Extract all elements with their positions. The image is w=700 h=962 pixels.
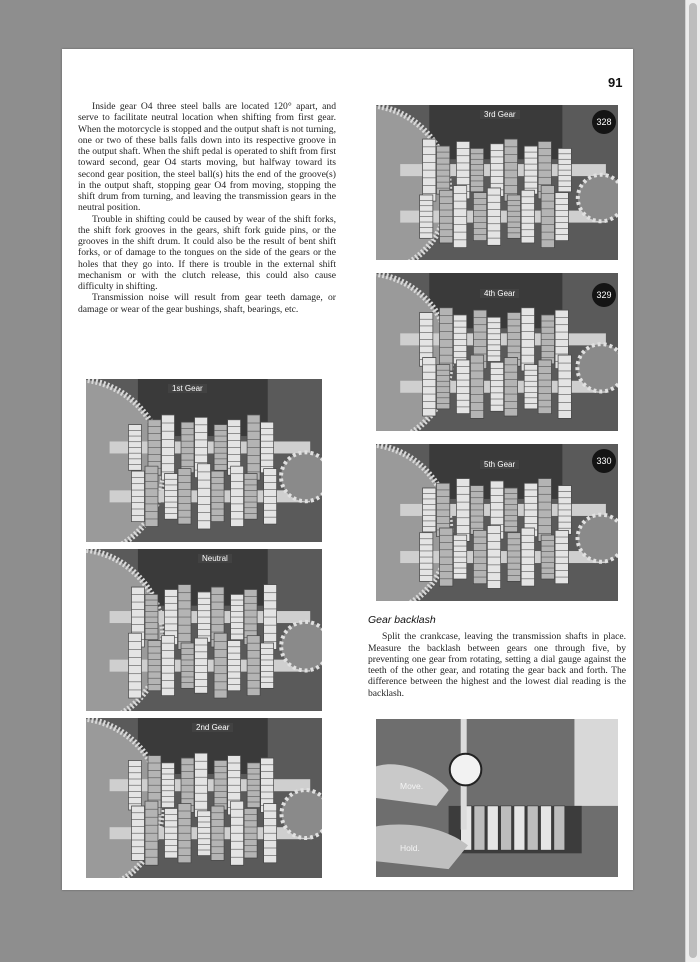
gear-illustration (86, 379, 322, 542)
backlash-section (368, 615, 626, 699)
gear-illustration (86, 549, 322, 711)
photo-neutral (86, 549, 322, 711)
photo-first-gear (86, 379, 322, 542)
intro-text (78, 101, 336, 315)
figure-badge-328: 328 (592, 110, 616, 134)
paragraph-neutral-location: Inside gear O4 three steel balls are located 120° apart, and serve to facilitate neutral location when shifting from first gear. When the motorcycle is stopped and the output shaft is not turning, one or two of these balls falls down into its respective groove in the output shaft. When the shift pedal is operated to shift from first toward second, gear O4 starts moving, but halfway toward its second gear position, the steel ball(s) hits the end of the groove(s) in the output shaft, stopping gear O4 from moving, stopping the shift drum from turning, and leaving the transmission gears in the neutral position. (78, 101, 336, 214)
photo-third-gear (376, 105, 618, 260)
caption-second-gear: 2nd Gear (192, 723, 233, 732)
paragraph-transmission-noise: Transmission noise will result from gear teeth damage, or damage or wear of the gear bushings, shaft, bearings, etc. (78, 292, 336, 315)
photo-fifth-gear (376, 444, 618, 601)
photo-fourth-gear (376, 273, 618, 431)
gear-illustration (86, 718, 322, 878)
vertical-scrollbar[interactable] (685, 0, 700, 962)
caption-fourth-gear: 4th Gear (480, 289, 519, 298)
figure-badge-330: 330 (592, 449, 616, 473)
figure-badge-329: 329 (592, 283, 616, 307)
document-page (62, 49, 633, 890)
photo-second-gear (86, 718, 322, 878)
gear-illustration (376, 105, 618, 260)
paragraph-shifting-trouble: Trouble in shifting could be caused by wear of the shift forks, the shift fork grooves in the gears, shift fork guide pins, or the grooves in the shift drum. It could also be the result of bent shift forks, or of damage to the tongues on the side of the gears or the holes that they go into. If there is trouble in the external shift mechanism or with the clutch release, this could also cause difficulty in shifting. (78, 213, 336, 292)
label-hold: Hold. (400, 843, 420, 853)
scrollbar-thumb[interactable] (689, 3, 697, 958)
label-move: Move. (400, 781, 424, 791)
caption-fifth-gear: 5th Gear (480, 460, 519, 469)
photo-backlash-measurement (376, 719, 618, 877)
caption-neutral: Neutral (198, 554, 232, 563)
caption-first-gear: 1st Gear (168, 384, 207, 393)
caption-third-gear: 3rd Gear (480, 110, 520, 119)
page-number: 91 (608, 75, 623, 90)
heading-gear-backlash: Gear backlash (368, 614, 436, 626)
backlash-illustration (376, 719, 618, 877)
paragraph-gear-backlash: Split the crankcase, leaving the transmission shafts in place. Measure the backlash between gears one through five, by preventing one gear from rotating, setting a dial gauge against the teeth of the other gear, and rotating the gear back and forth. The difference between the highest and the lowest dial reading is the backlash. (368, 631, 626, 699)
